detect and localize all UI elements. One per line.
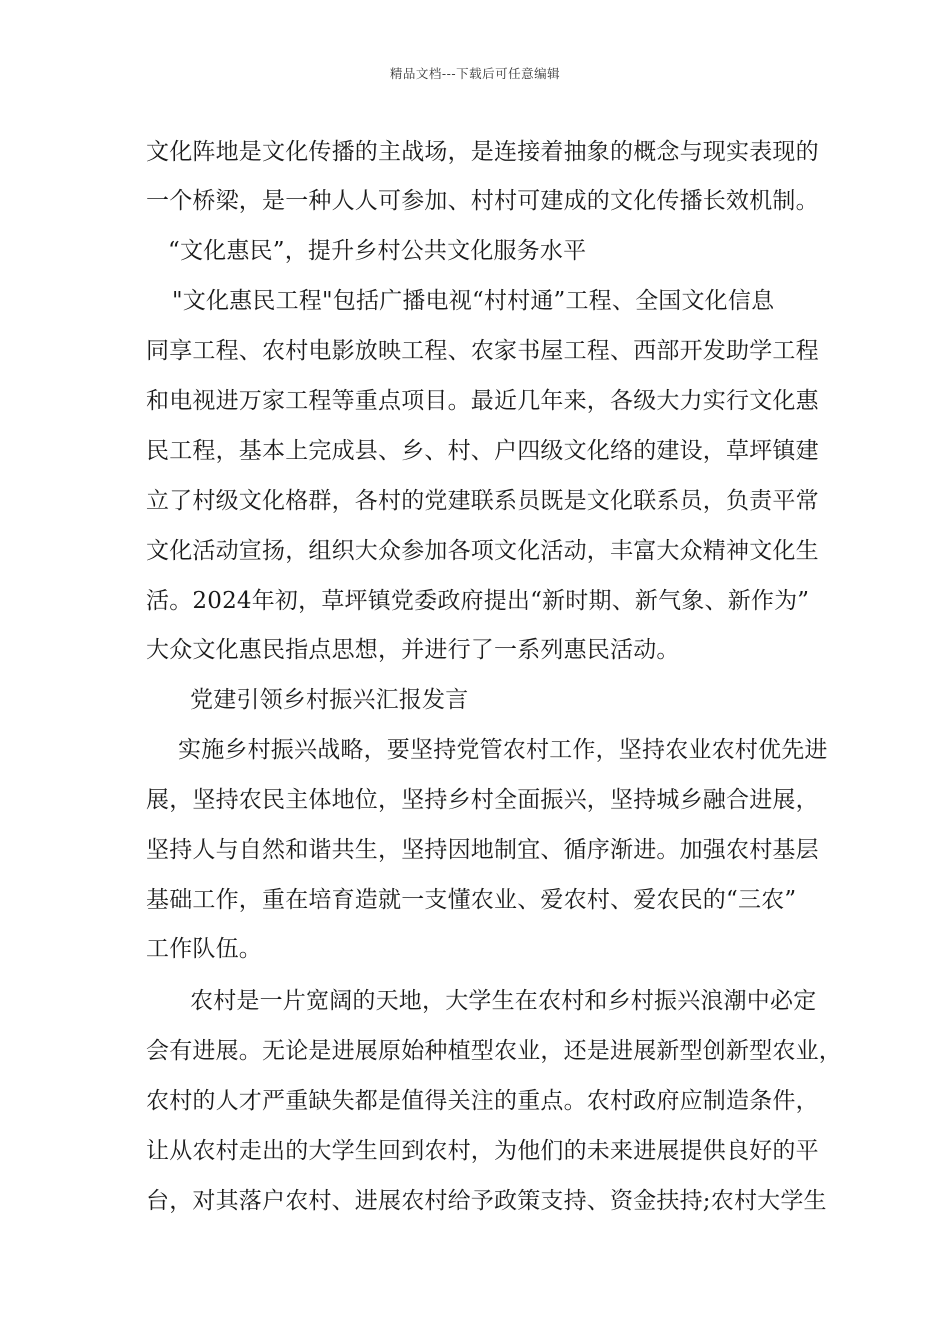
text-line: 立了村级文化格群，各村的党建联系员既是文化联系员，负责平常 (146, 488, 819, 514)
text-line: 农村的人才严重缺失都是值得关注的重点。农村政府应制造条件， (146, 1088, 819, 1114)
text-line: 民工程，基本上完成县、乡、村、户四级文化络的建设，草坪镇建 (146, 438, 819, 464)
text-line: 同享工程、农村电影放映工程、农家书屋工程、西部开发助学工程 (146, 338, 819, 364)
text-line: 和电视进万家工程等重点项目。最近几年来，各级大力实行文化惠 (146, 388, 819, 414)
text-line: 活。2024年初，草坪镇党委政府提出“新时期、新气象、新作为” (146, 588, 810, 614)
text-line: 工作队伍。 (146, 936, 262, 962)
text-line: 会有进展。无论是进展原始种植型农业，还是进展新型创新型农业， (146, 1038, 842, 1064)
text-line: "文化惠民工程"包括广播电视“村村通”工程、全国文化信息 (172, 288, 775, 314)
page-header: 精品文档---下载后可任意编辑 (389, 66, 561, 81)
text-line: 坚持人与自然和谐共生，坚持因地制宜、循序渐进。加强农村基层 (146, 837, 819, 863)
text-line: 实施乡村振兴战略，要坚持党管农村工作，坚持农业农村优先进 (178, 737, 828, 763)
text-line: 基础工作，重在培育造就一支懂农业、爱农村、爱农民的“三农” (146, 887, 797, 913)
text-line: 一个桥梁，是一种人人可参加、村村可建成的文化传播长效机制。 (146, 188, 819, 214)
text-line: 台，对其落户农村、进展农村给予政策支持、资金扶持;农村大学生 (146, 1188, 827, 1214)
section-heading: 党建引领乡村振兴汇报发言 (190, 687, 469, 713)
section-heading: “文化惠民”，提升乡村公共文化服务水平 (168, 238, 587, 264)
text-line: 展，坚持农民主体地位，坚持乡村全面振兴，坚持城乡融合进展， (146, 787, 819, 813)
text-line: 让从农村走出的大学生回到农村，为他们的未来进展提供良好的平 (146, 1138, 819, 1164)
text-line: 大众文化惠民指点思想，并进行了一系列惠民活动。 (146, 637, 680, 663)
text-line: 文化活动宣扬，组织大众参加各项文化活动，丰富大众精神文化生 (146, 538, 819, 564)
text-line: 文化阵地是文化传播的主战场，是连接着抽象的概念与现实表现的 (146, 139, 819, 165)
text-line: 农村是一片宽阔的天地，大学生在农村和乡村振兴浪潮中必定 (190, 988, 817, 1014)
